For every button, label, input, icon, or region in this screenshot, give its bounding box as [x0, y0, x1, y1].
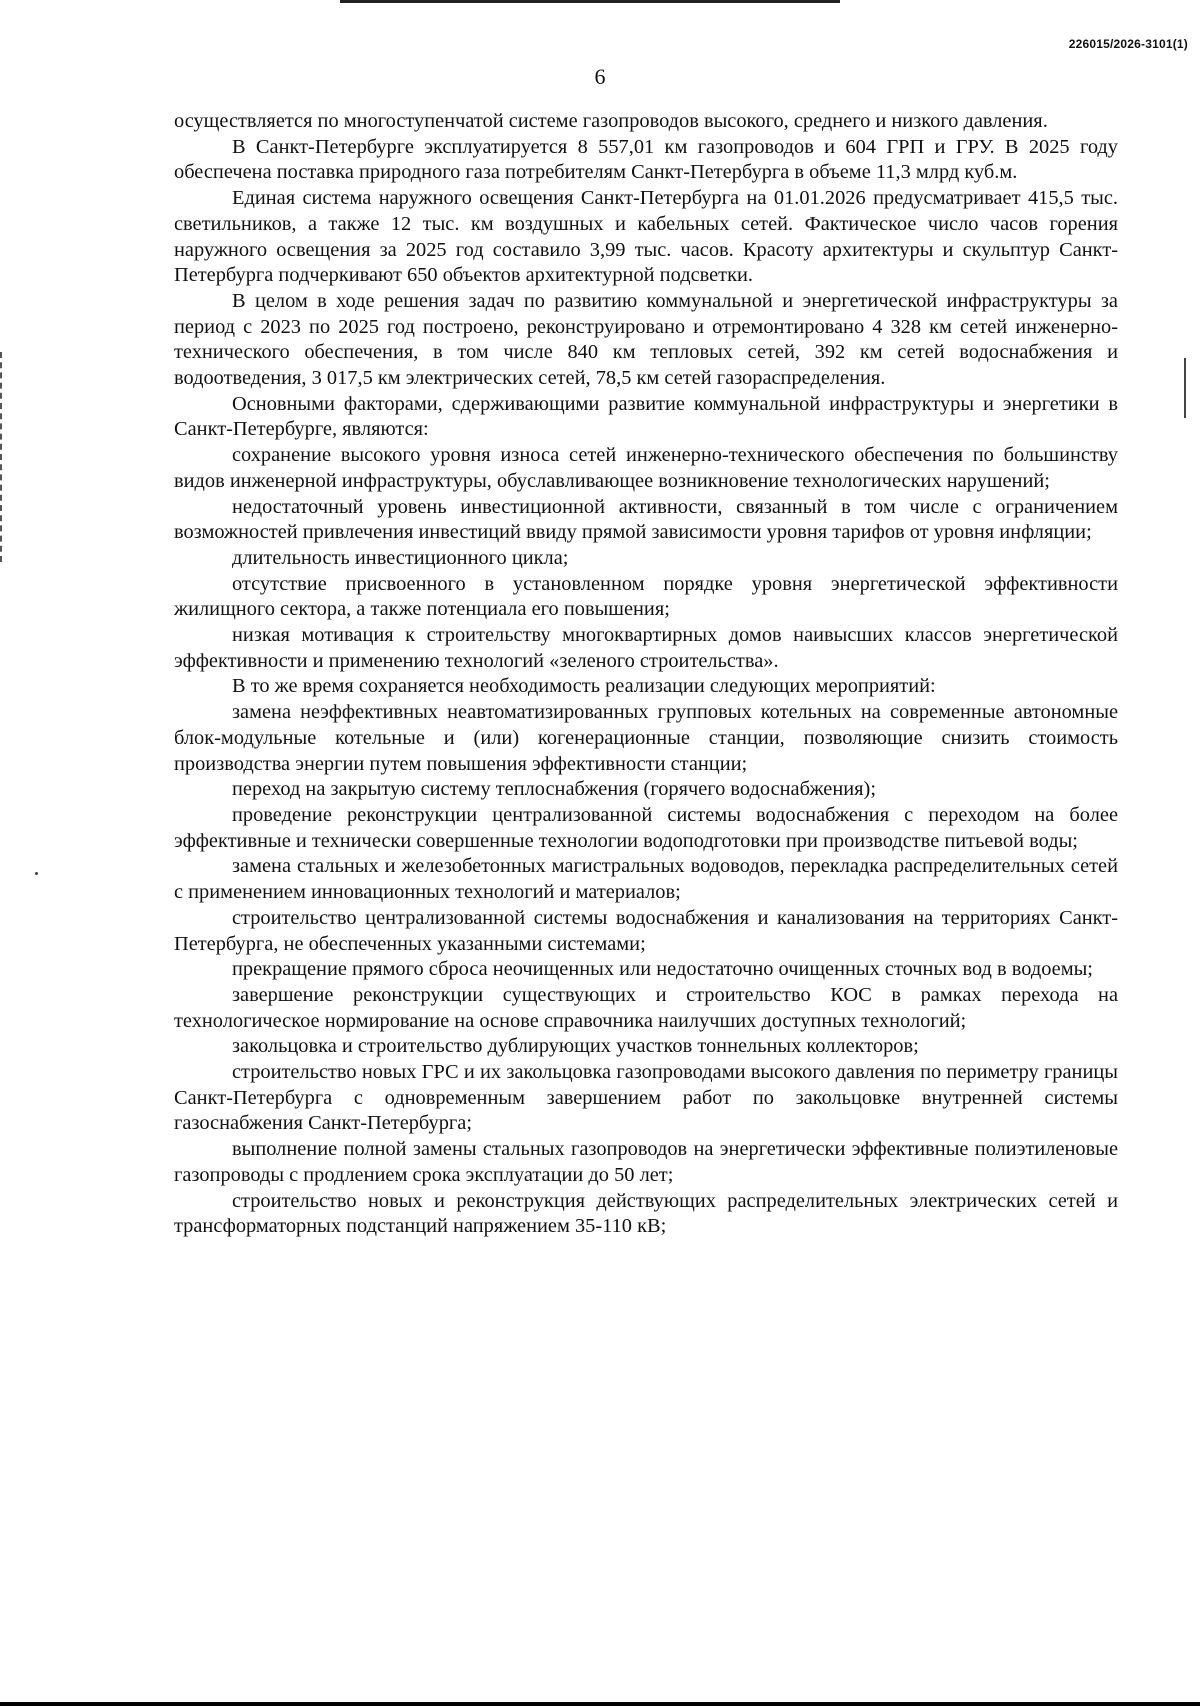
scan-speck: [35, 872, 38, 875]
scan-top-border: [340, 0, 840, 3]
document-registration-number: 226015/2026-3101(1): [1068, 37, 1188, 51]
list-item-closed-heat-supply: переход на закрытую систему теплоснабжения (горячего водоснабжения);: [232, 778, 876, 801]
paragraph-required-measures: В то же время сохраняется необходимость реализации следующих мероприятий:: [232, 675, 936, 698]
list-item-green-construction: низкая мотивация к строительству многоквартирных домов наивысших классов энергетической эффективности и применению технологий «зеленого строительства».: [174, 624, 1118, 672]
document-body: [174, 109, 1118, 1240]
page-number: 6: [594, 64, 606, 89]
paragraph-continuation: осуществляется по многоступенчатой системе газопроводов высокого, среднего и низкого давления.: [174, 110, 1048, 132]
paragraph-street-lighting: Единая система наружного освещения Санкт-Петербурга на 01.01.2026 предусматривает 415,5 тыс. светильников, а также 12 тыс. км воздушных и кабельных сетей. Фактическое число часов горения наружного освещения за 2025 год составило 3,99 тыс. часов. Красоту архитектуры и скульптур Санкт-Петербурга подчеркивают 650 объектов архитектурной подсветки.: [174, 187, 1118, 287]
list-item-electric-networks: строительство новых и реконструкция действующих распределительных электрических сетей и трансформаторных подстанций напряжением 35-110 кВ;: [174, 1189, 1118, 1238]
paragraph-infrastructure-results: В целом в ходе решения задач по развитию коммунальной и энергетической инфраструктуры за период с 2023 по 2025 год построено, реконструировано и отремонтировано 4 328 км сетей инженерно-технического обеспечения, в том числе 840 км тепловых сетей, 392 км сетей водоснабжения и водоотведения, 3 017,5 км электрических сетей, 78,5 км сетей газораспределения.: [174, 289, 1118, 390]
list-item-water-sewer-construction: строительство централизованной системы водоснабжения и канализования на территориях Санкт-Петербурга, не обеспеченных указанными системами;: [174, 906, 1118, 955]
list-item-tunnel-collectors: закольцовка и строительство дублирующих участков тоннельных коллекторов;: [232, 1035, 919, 1058]
list-item-investment-activity: недостаточный уровень инвестиционной активности, связанный в том числе с ограничением возможностей привлечения инвестиций ввиду прямой зависимости уровня тарифов от уровня инфляции;: [174, 495, 1118, 544]
list-item-network-wear: сохранение высокого уровня износа сетей инженерно-технического обеспечения по большинству видов инженерной инфраструктуры, обуславливающее возникновение технологических нарушений;: [174, 444, 1118, 492]
list-item-water-mains-replacement: замена стальных и железобетонных магистральных водоводов, перекладка распределительных сетей с применением инновационных технологий и материалов;: [174, 855, 1118, 904]
scan-left-edge-marks: [0, 352, 5, 562]
paragraph-constraining-factors: Основными факторами, сдерживающими развитие коммунальной инфраструктуры и энергетики в Санкт-Петербурге, являются:: [174, 392, 1118, 441]
list-item-gas-stations: строительство новых ГРС и их закольцовка газопроводами высокого давления по периметру границы Санкт-Петербурга с одновременным завершением работ по закольцовке внутренней системы газоснабжения Санкт-Петербурга;: [174, 1061, 1118, 1135]
list-item-wastewater-discharge: прекращение прямого сброса неочищенных или недостаточно очищенных сточных вод в водоемы;: [232, 958, 1093, 981]
paragraph-gas-network: В Санкт-Петербурге эксплуатируется 8 557,01 км газопроводов и 604 ГРП и ГРУ. В 2025 году обеспечена поставка природного газа потребителям Санкт-Петербурга в объеме 11,3 млрд куб.м.: [174, 135, 1118, 184]
scan-right-edge-mark: [1184, 358, 1186, 418]
list-item-investment-cycle: длительность инвестиционного цикла;: [232, 546, 569, 569]
list-item-water-supply-reconstruction: проведение реконструкции централизованной системы водоснабжения с переходом на более эффективные и технически совершенные технологии водоподготовки при производстве питьевой воды;: [174, 803, 1118, 852]
list-item-gas-pipeline-replacement: выполнение полной замены стальных газопроводов на энергетически эффективные полиэтиленовые газопроводы с продлением срока эксплуатации до 50 лет;: [174, 1138, 1118, 1186]
list-item-treatment-plants: завершение реконструкции существующих и строительство КОС в рамках перехода на технологическое нормирование на основе справочника наилучших доступных технологий;: [174, 983, 1118, 1032]
list-item-energy-efficiency-level: отсутствие присвоенного в установленном порядке уровня энергетической эффективности жилищного сектора, а также потенциала его повышения;: [174, 572, 1118, 621]
scan-bottom-border: [0, 1702, 1200, 1706]
list-item-boiler-replacement: замена неэффективных неавтоматизированных групповых котельных на современные автономные блок-модульные котельные и (или) когенерационные станции, позволяющие снизить стоимость производства энергии путем повышения эффективности станции;: [174, 701, 1118, 775]
